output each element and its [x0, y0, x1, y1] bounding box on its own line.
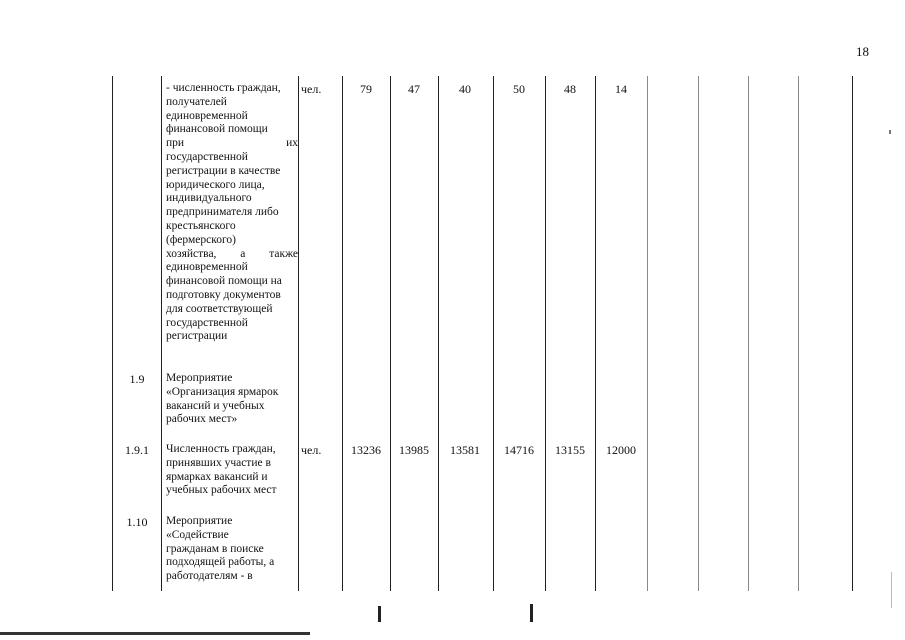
description-line: юридического лица,	[166, 178, 265, 191]
row-description	[166, 82, 298, 344]
column-rule	[595, 76, 596, 591]
column-rule	[161, 76, 162, 591]
description-line: ярмарках вакансий и	[166, 470, 268, 483]
column-rule	[798, 76, 799, 591]
column-rule	[298, 76, 299, 591]
column-rule	[342, 76, 343, 591]
column-rule	[438, 76, 439, 591]
year-value: 13985	[399, 443, 429, 457]
column-rule	[390, 76, 391, 591]
description-line: (фермерского)	[166, 233, 236, 246]
year-value: 12000	[606, 443, 636, 457]
description-line: государственной	[166, 316, 248, 329]
column-rule	[112, 76, 113, 591]
page-number: 18	[856, 44, 869, 59]
year-value: 14716	[504, 443, 534, 457]
year-value: 79	[360, 82, 372, 96]
description-line: Численность граждан,	[166, 443, 276, 455]
description-line: подготовку документов	[166, 288, 281, 301]
description-line: финансовой помощи	[166, 123, 268, 136]
description-line: при их	[166, 137, 298, 150]
row-unit: чел.	[301, 82, 322, 96]
description-line: регистрации в качестве	[166, 164, 281, 177]
description-line: принявших участие в	[166, 456, 271, 469]
description-line: государственной	[166, 150, 248, 163]
year-value: 48	[564, 82, 576, 96]
row-description	[166, 515, 298, 584]
year-value: 13155	[555, 443, 585, 457]
description-line: подходящей работы, а	[166, 556, 275, 569]
description-line: «Организация ярмарок	[166, 385, 279, 398]
description-line: учебных рабочих мест	[166, 484, 277, 497]
column-rule	[698, 76, 699, 591]
column-rule	[493, 76, 494, 591]
column-rule	[545, 76, 546, 591]
description-line: хозяйства, а также	[166, 247, 298, 260]
row-number: 1.10	[126, 515, 148, 529]
scan-speck	[891, 572, 892, 608]
row-number: 1.9.1	[125, 443, 149, 457]
description-line: предпринимателя либо	[166, 206, 279, 219]
description-line: Мероприятие	[166, 372, 233, 384]
year-value: 13236	[351, 443, 381, 457]
year-value: 50	[513, 82, 525, 96]
row-description	[166, 443, 298, 498]
year-value: 13581	[450, 443, 480, 457]
description-line: гражданам в поиске	[166, 542, 264, 555]
column-rule	[748, 76, 749, 591]
row-number: 1.9	[129, 372, 145, 386]
description-line: индивидуального	[166, 192, 252, 205]
column-rule	[647, 76, 648, 591]
description-line: вакансий и учебных	[166, 399, 265, 412]
description-line: рабочих мест»	[166, 413, 238, 426]
description-line: крестьянского	[166, 219, 236, 232]
year-value: 47	[408, 82, 420, 96]
year-value: 14	[615, 82, 627, 96]
description-line: для соответствующей	[166, 302, 273, 315]
scan-edge-line	[0, 632, 310, 635]
scan-speck	[889, 130, 891, 134]
description-line: регистрации	[166, 330, 228, 343]
description-line: единовременной	[166, 109, 248, 122]
scan-mark	[530, 604, 533, 622]
description-line: Мероприятие	[166, 515, 233, 527]
row-unit: чел.	[301, 443, 322, 457]
description-line: «Содействие	[166, 528, 229, 541]
scan-mark	[378, 606, 381, 622]
description-line: - численность граждан,	[166, 82, 281, 94]
description-line: работодателям - в	[166, 570, 253, 583]
description-line: единовременной	[166, 261, 248, 274]
description-line: финансовой помощи на	[166, 275, 282, 288]
year-value: 40	[459, 82, 471, 96]
row-description	[166, 372, 298, 427]
description-line: получателей	[166, 95, 227, 108]
column-rule	[852, 76, 853, 591]
